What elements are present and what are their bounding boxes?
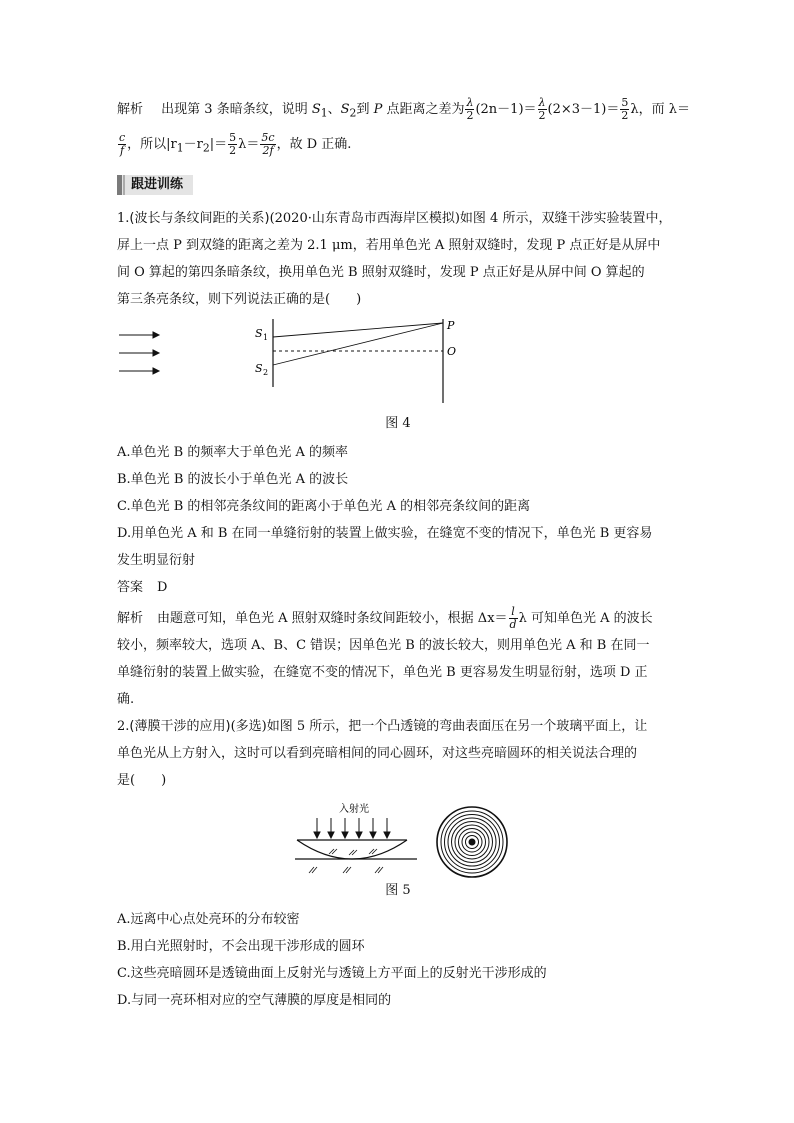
q2-option-b: B.用白光照射时，不会出现干涉形成的圆环 — [117, 939, 365, 955]
q1-option-d-cont: 发生明显衍射 — [117, 553, 196, 569]
q1-option-a: A.单色光 B 的频率大于单色光 A 的频率 — [117, 445, 348, 461]
q2-line2: 单色光从上方射入，这时可以看到亮暗相间的同心圆环，对这些亮暗圆环的相关说法合理的 — [117, 746, 638, 762]
fraction: $\frac{\lambda}{2}$ — [538, 96, 546, 122]
q1-solution-line3: 单缝衍射的装置上做实验，在缝宽不变的情况下，单色光 B 更容易发生明显衍射，选项 D 正 — [117, 665, 648, 681]
incident-light-label: 入射光 — [339, 804, 369, 816]
fraction: $\frac{\lambda}{2}$ — [466, 96, 474, 122]
answer-label: 答案 — [117, 580, 144, 596]
solution-label: 解析 — [117, 611, 144, 627]
fraction: $\frac{5}{2}$ — [621, 96, 629, 122]
fraction: $\frac{l}{d}$ — [509, 605, 517, 632]
fraction: $\frac{5c}{2f}$ — [261, 130, 275, 157]
q1-option-b: B.单色光 B 的波长小于单色光 A 的波长 — [117, 472, 349, 488]
label-s1: S — [255, 327, 263, 341]
section-title-bar: 跟进训练 — [117, 175, 193, 195]
figure-4 — [117, 317, 679, 413]
svg-text:2: 2 — [263, 368, 269, 378]
q1-solution-line1: 解析 由题意可知，单色光 A 照射双缝时条纹间距较小，根据 Δx＝ $\frac{l}{d}$ λ 可知单色光 A 的波长 — [117, 605, 653, 632]
q1-line3: 间 O 算起的第四条暗条纹，换用单色光 B 照射双缝时，发现 P 点正好是从屏中间 O 算起的 — [117, 265, 645, 281]
q1-solution-line4: 确. — [117, 692, 135, 708]
q1-line4: 第三条亮条纹，则下列说法正确的是( ) — [117, 292, 362, 308]
q1-answer: 答案 D — [117, 580, 168, 596]
q1-line1: 1.(波长与条纹间距的关系)(2020·山东青岛市西海岸区模拟)如图 4 所示，双缝干涉实验装置中， — [117, 211, 672, 227]
q1-option-d: D.用单色光 A 和 B 在同一单缝衍射的装置上做实验，在缝宽不变的情况下，单色光 B 更容易 — [117, 526, 653, 542]
double-slit-diagram — [117, 317, 679, 413]
fraction: $\frac{c}{f}$ — [119, 130, 126, 157]
q1-solution-line2: 较小，频率较大，选项 A、B、C 错误；因单色光 B 的波长较大，则用单色光 A 和 B 在同一 — [117, 638, 650, 654]
prev-solution-line2: $\frac{c}{f}$ ，所以$|r_1-r_2|=$ $\frac{5}{2}$ λ＝ $\frac{5c}{2f}$ ，故 D 正确. — [119, 130, 352, 157]
q1-topic-tag: (波长与条纹间距的关系) — [129, 211, 270, 227]
svg-text:1: 1 — [263, 333, 269, 343]
q2-line3: 是( ) — [117, 773, 167, 789]
q2-option-d: D.与同一亮环相对应的空气薄膜的厚度是相同的 — [117, 993, 392, 1009]
q2-option-c: C.这些亮暗圆环是透镜曲面上反射光与透镜上方平面上的反射光干涉形成的 — [117, 966, 547, 982]
figure-5 — [117, 798, 679, 880]
solution-label: 解析 — [117, 102, 144, 117]
q1-option-c: C.单色光 B 的相邻亮条纹间的距离小于单色光 A 的相邻亮条纹间的距离 — [117, 499, 531, 515]
q2-option-a: A.远离中心点处亮环的分布较密 — [117, 912, 300, 928]
newton-rings-diagram — [117, 798, 679, 880]
figure-4-caption: 图 4 — [385, 416, 411, 432]
concentric-rings — [437, 807, 507, 877]
prev-solution-line1: 解析 出现第 3 条暗条纹，说明 $S_1$、$S_2$到 P 点距离之差为 $\frac{\lambda}{2}$ (2n－1)＝ $\frac{\lambda}{2}$ (2×3－1)＝ $\frac{5}{2}$ λ，而 λ＝ — [117, 96, 691, 122]
label-p: P — [447, 319, 455, 333]
q1-line2: 屏上一点 P 到双缝的距离之差为 2.1 μm，若用单色光 A 照射双缝时，发现 P 点正好是从屏中 — [117, 238, 661, 254]
label-s2: S — [255, 362, 263, 376]
figure-5-caption: 图 5 — [385, 883, 411, 899]
fraction: $\frac{5}{2}$ — [229, 130, 237, 157]
label-o: O — [447, 345, 457, 359]
q2-line1: 2.(薄膜干涉的应用)(多选)如图 5 所示，把一个凸透镜的弯曲表面压在另一个玻璃平面上，让 — [117, 719, 648, 735]
q2-topic-tag: (薄膜干涉的应用) — [129, 719, 231, 735]
page-content — [117, 96, 691, 1014]
